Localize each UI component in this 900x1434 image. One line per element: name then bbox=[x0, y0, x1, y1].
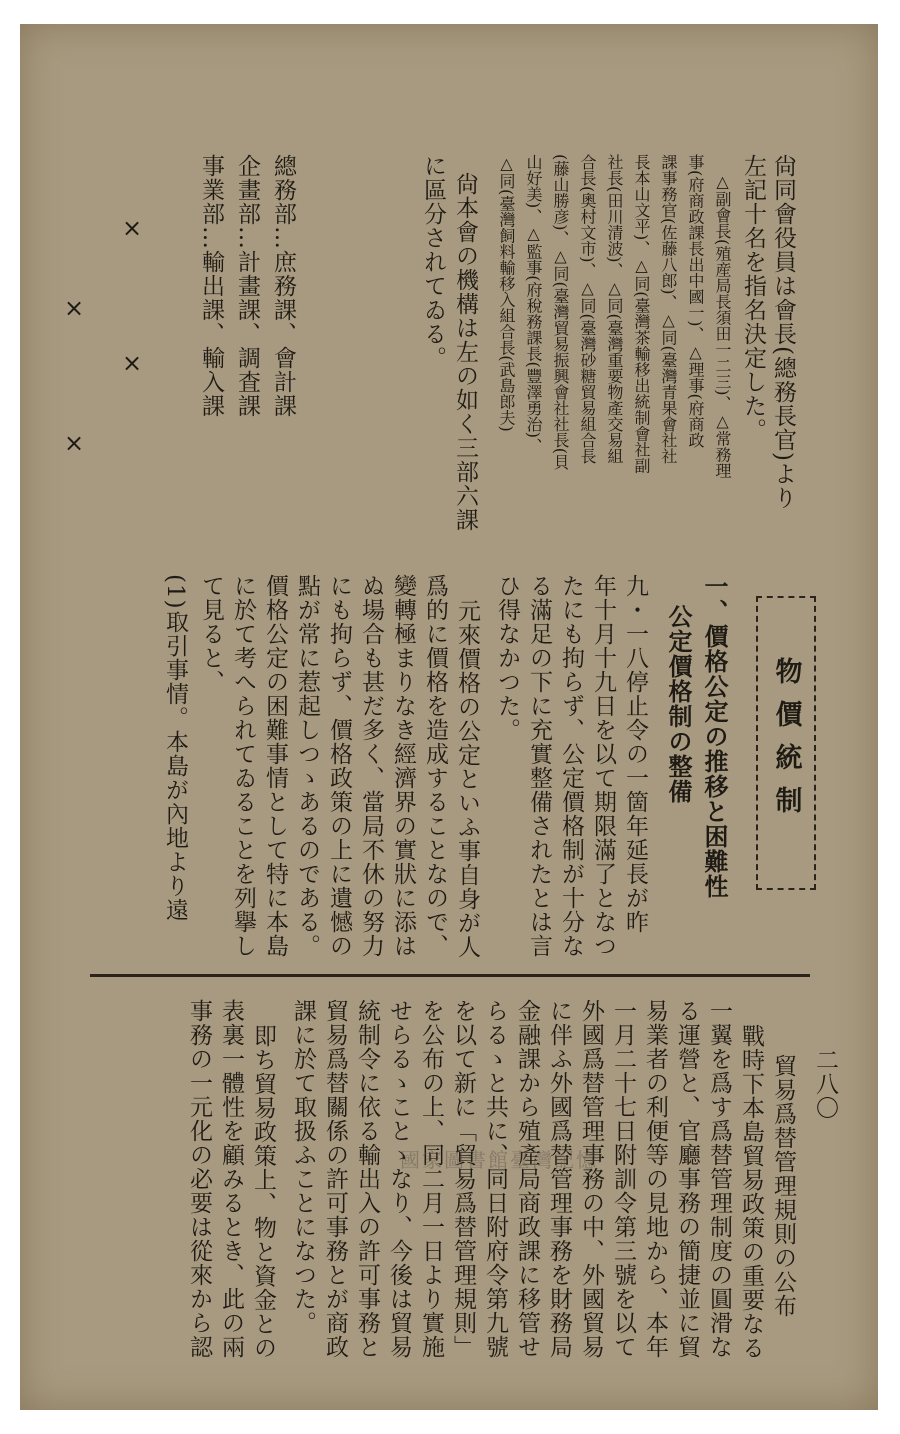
text-column: 一翼を爲す爲替管理制度の圓滑な bbox=[706, 999, 732, 1359]
text-column: 外國爲替管理事務の中、外國貿易 bbox=[578, 999, 604, 1359]
text-column: に伴ふ外國爲替管理事務を財務局 bbox=[546, 999, 572, 1359]
text-column: 左記十名を指名決定した。 bbox=[740, 154, 766, 442]
text-column: に於て考へられてゐることを列擧し bbox=[230, 574, 256, 958]
text-column: 點が常に惹起しつゝあるのである。 bbox=[294, 574, 320, 958]
text-column: る滿足の下に充實整備されたとは言 bbox=[526, 574, 552, 958]
text-column: 一月二十七日附訓令第三號を以て bbox=[610, 999, 636, 1359]
text-column: ぬ場合も甚だ多く、當局不休の努力 bbox=[358, 574, 384, 958]
cross-mark: × bbox=[122, 214, 143, 242]
text-column: 金融課から殖產局商政課に移管せ bbox=[514, 999, 540, 1359]
text-column: 貿易爲替關係の許可事務とが商政 bbox=[322, 999, 348, 1359]
text-column: にも拘らず、價格政策の上に遺憾の bbox=[326, 574, 352, 958]
text-column: 變轉極まりなき經濟界の實狀に添は bbox=[390, 574, 416, 958]
text-column: に區分されてゐる。 bbox=[420, 154, 446, 370]
text-column: 企畫部…計畫課、調査課 bbox=[234, 154, 260, 418]
text-column: (1)取引事情。本島が內地より遠 bbox=[162, 574, 188, 922]
text-column: 爲的に價格を造成することなので、 bbox=[422, 574, 448, 958]
text-column: て見ると、 bbox=[198, 574, 224, 694]
cross-mark: × bbox=[64, 294, 85, 322]
text-column: る運營と、官廳事務の簡捷並に貿 bbox=[674, 999, 700, 1359]
text-column: 山好美)、△監事(府稅務課長(豐澤勇治)、 bbox=[524, 154, 543, 454]
text-column: たにも拘らず、公定價格制が十分な bbox=[558, 574, 584, 958]
text-column: △副會長(殖産局長須田一二三)、△常務理 bbox=[713, 172, 732, 479]
scanned-page bbox=[20, 24, 878, 1410]
text-column: 課に於て取扱ふことになつた。 bbox=[290, 999, 316, 1335]
text-column: せらるゝことゝなり、今後は貿易 bbox=[386, 999, 412, 1359]
text-column: 事(府商政課長出中國一)、△理事(府商政 bbox=[686, 154, 705, 448]
text-column: ひ得なかつた。 bbox=[494, 574, 520, 742]
text-column: 長本山文平)、△同(臺灣茶輸移出統制會社副 bbox=[632, 154, 651, 474]
text-column: らるゝと共に、同日附府令第九號 bbox=[482, 999, 508, 1359]
text-column: を公布の上、同二月一日より實施 bbox=[418, 999, 444, 1359]
text-column: 事務の一元化の必要は從來から認 bbox=[186, 999, 212, 1359]
text-column: 尙同會役員は會長(總務長官)より bbox=[770, 154, 796, 510]
text-column: 事業部…輸出課、輸入課 bbox=[198, 154, 224, 418]
text-column: 戰時下本島貿易政策の重要なる bbox=[738, 1024, 764, 1360]
text-column: 九・一八停止令の一箇年延長が昨 bbox=[622, 574, 648, 934]
text-column: 年十月十九日を以て期限滿了となつ bbox=[590, 574, 616, 958]
page-number: 二八〇 bbox=[812, 1048, 838, 1120]
sub-heading: 貿易爲替管理規則の公布 bbox=[770, 1054, 796, 1318]
text-column: 統制令に依る輸出入の許可事務と bbox=[354, 999, 380, 1359]
text-column: 課事務官(佐藤八郎)、△同(臺灣青果會社社 bbox=[659, 154, 678, 464]
cross-mark: × bbox=[122, 349, 143, 377]
sub-heading: 公定價格制の整備 bbox=[664, 604, 693, 804]
text-column: 表裏一體性を顧みるとき、此の兩 bbox=[218, 999, 244, 1359]
text-column: 合長(奧村文市)、△同(臺灣砂糖貿易組合長 bbox=[578, 154, 597, 464]
text-column: 即ち貿易政策上、物と資金との bbox=[250, 1024, 276, 1360]
text-column: 元來價格の公定といふ事自身が人 bbox=[454, 599, 480, 959]
text-column: △同(臺灣飼料輸移入組合長(武島郎夫) bbox=[497, 154, 516, 432]
text-column: 尙本會の機構は左の如く三部六課 bbox=[452, 172, 478, 532]
section-heading: 物價統制 bbox=[770, 657, 802, 829]
section-heading-box bbox=[756, 596, 816, 890]
text-column: 易業者の利便等の見地から、本年 bbox=[642, 999, 668, 1359]
text-column: (藤山勝彦)、△同(臺灣貿易振興會社社長(貝 bbox=[551, 154, 570, 470]
text-column: を以て新に「貿易爲替管理規則」 bbox=[450, 999, 476, 1359]
horizontal-rule bbox=[90, 974, 810, 977]
text-column: 總務部…庶務課、會計課 bbox=[270, 154, 296, 418]
text-column: 價格公定の困難事情として特に本島 bbox=[262, 574, 288, 958]
library-watermark: 國家圖書館臺灣記憶 bbox=[400, 1148, 598, 1172]
cross-mark: × bbox=[64, 429, 85, 457]
sub-heading: 一、價格公定の推移と困難性 bbox=[700, 574, 729, 899]
text-column: 社長(田川清波)、△同(臺灣重要物產交易組 bbox=[605, 154, 624, 464]
